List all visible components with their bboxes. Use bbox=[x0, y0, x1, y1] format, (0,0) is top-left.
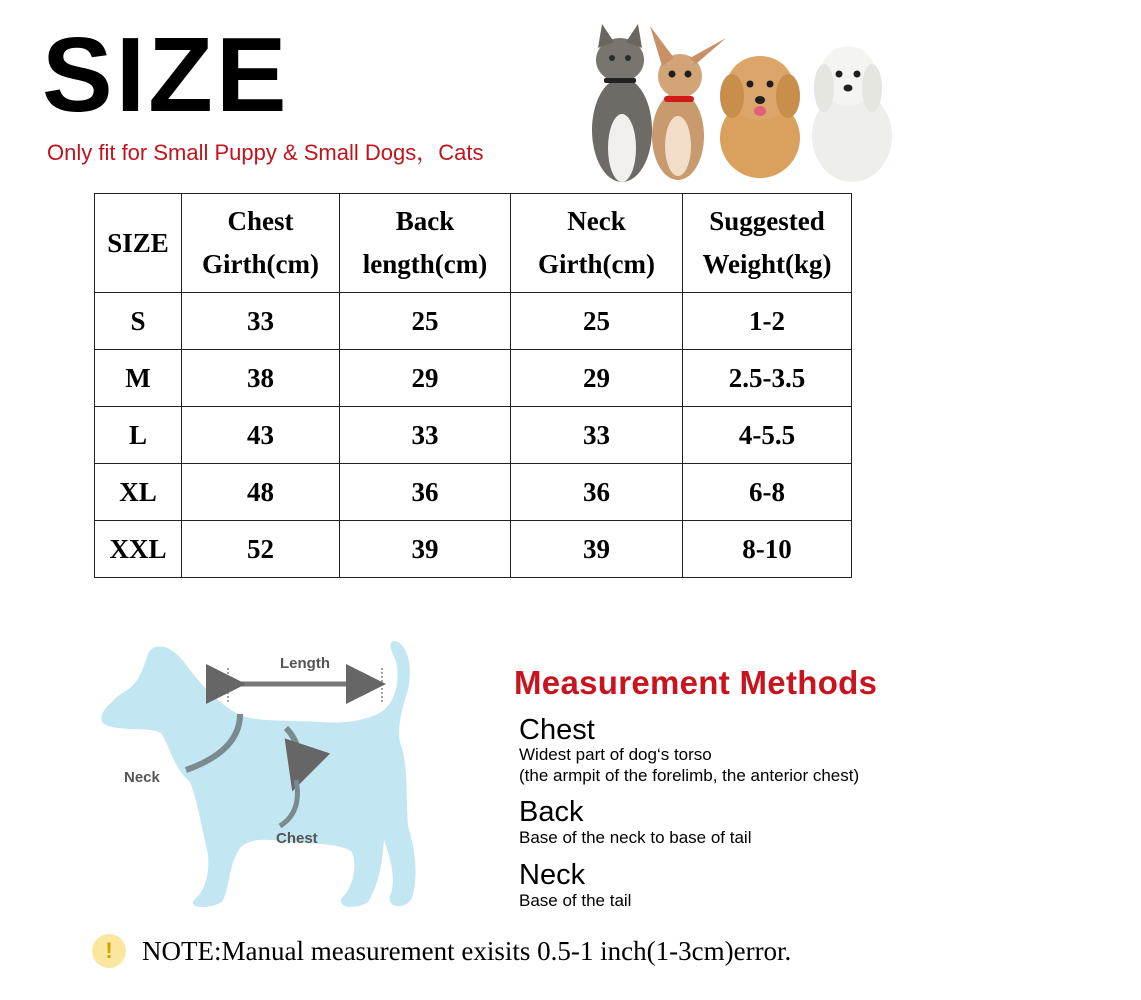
table-row bbox=[95, 407, 852, 464]
cell-chest: 38 bbox=[182, 350, 340, 407]
chest-description-line: Widest part of dog‘s torso bbox=[519, 745, 712, 764]
back-heading: Back bbox=[519, 796, 584, 828]
cell-neck: 29 bbox=[511, 350, 683, 407]
cell-weight: 6-8 bbox=[683, 464, 852, 521]
header-size: SIZE bbox=[95, 194, 182, 293]
size-table bbox=[94, 193, 852, 578]
cell-chest: 48 bbox=[182, 464, 340, 521]
poodle-image bbox=[720, 56, 800, 178]
chest-description bbox=[519, 744, 859, 786]
table-header-row bbox=[95, 194, 852, 293]
cell-weight: 4-5.5 bbox=[683, 407, 852, 464]
cell-weight: 1-2 bbox=[683, 293, 852, 350]
header-back-length: Back length(cm) bbox=[340, 194, 511, 293]
cell-size: S bbox=[95, 293, 182, 350]
cell-chest: 33 bbox=[182, 293, 340, 350]
dog-measurement-diagram bbox=[90, 630, 440, 920]
table-row bbox=[95, 350, 852, 407]
cell-neck: 25 bbox=[511, 293, 683, 350]
cell-back: 29 bbox=[340, 350, 511, 407]
cell-chest: 43 bbox=[182, 407, 340, 464]
cell-weight: 2.5-3.5 bbox=[683, 350, 852, 407]
header-neck-girth: Neck Girth(cm) bbox=[511, 194, 683, 293]
cell-back: 25 bbox=[340, 293, 511, 350]
header-suggested-weight: Suggested Weight(kg) bbox=[683, 194, 852, 293]
cell-neck: 36 bbox=[511, 464, 683, 521]
length-label: Length bbox=[280, 655, 330, 672]
cell-chest: 52 bbox=[182, 521, 340, 578]
cell-size: XXL bbox=[95, 521, 182, 578]
cell-size: XL bbox=[95, 464, 182, 521]
cell-weight: 8-10 bbox=[683, 521, 852, 578]
pets-photo bbox=[580, 18, 915, 190]
cell-neck: 33 bbox=[511, 407, 683, 464]
cell-back: 39 bbox=[340, 521, 511, 578]
chest-label: Chest bbox=[276, 830, 318, 847]
cell-size: M bbox=[95, 350, 182, 407]
chihuahua-image bbox=[650, 26, 726, 180]
neck-description: Base of the tail bbox=[519, 891, 632, 910]
back-description: Base of the neck to base of tail bbox=[519, 828, 752, 847]
chest-heading: Chest bbox=[519, 714, 595, 746]
measurement-methods-title: Measurement Methods bbox=[514, 664, 878, 701]
cell-size: L bbox=[95, 407, 182, 464]
maltese-image bbox=[812, 46, 892, 182]
neck-label: Neck bbox=[124, 769, 160, 786]
warning-icon: ! bbox=[92, 934, 126, 968]
neck-heading: Neck bbox=[519, 859, 586, 891]
table-row bbox=[95, 464, 852, 521]
cell-back: 33 bbox=[340, 407, 511, 464]
page-subtitle: Only fit for Small Puppy & Small Dogs，Cats bbox=[47, 140, 484, 165]
table-row bbox=[95, 293, 852, 350]
note-text: NOTE:Manual measurement exisits 0.5-1 inch(1-3cm)error. bbox=[142, 935, 792, 966]
cat-image bbox=[592, 24, 652, 182]
cell-neck: 39 bbox=[511, 521, 683, 578]
note bbox=[92, 933, 791, 969]
table-row bbox=[95, 521, 852, 578]
cell-back: 36 bbox=[340, 464, 511, 521]
header-chest-girth: Chest Girth(cm) bbox=[182, 194, 340, 293]
page-title: SIZE bbox=[42, 16, 290, 134]
chest-description-line: (the armpit of the forelimb, the anterior chest) bbox=[519, 766, 860, 785]
